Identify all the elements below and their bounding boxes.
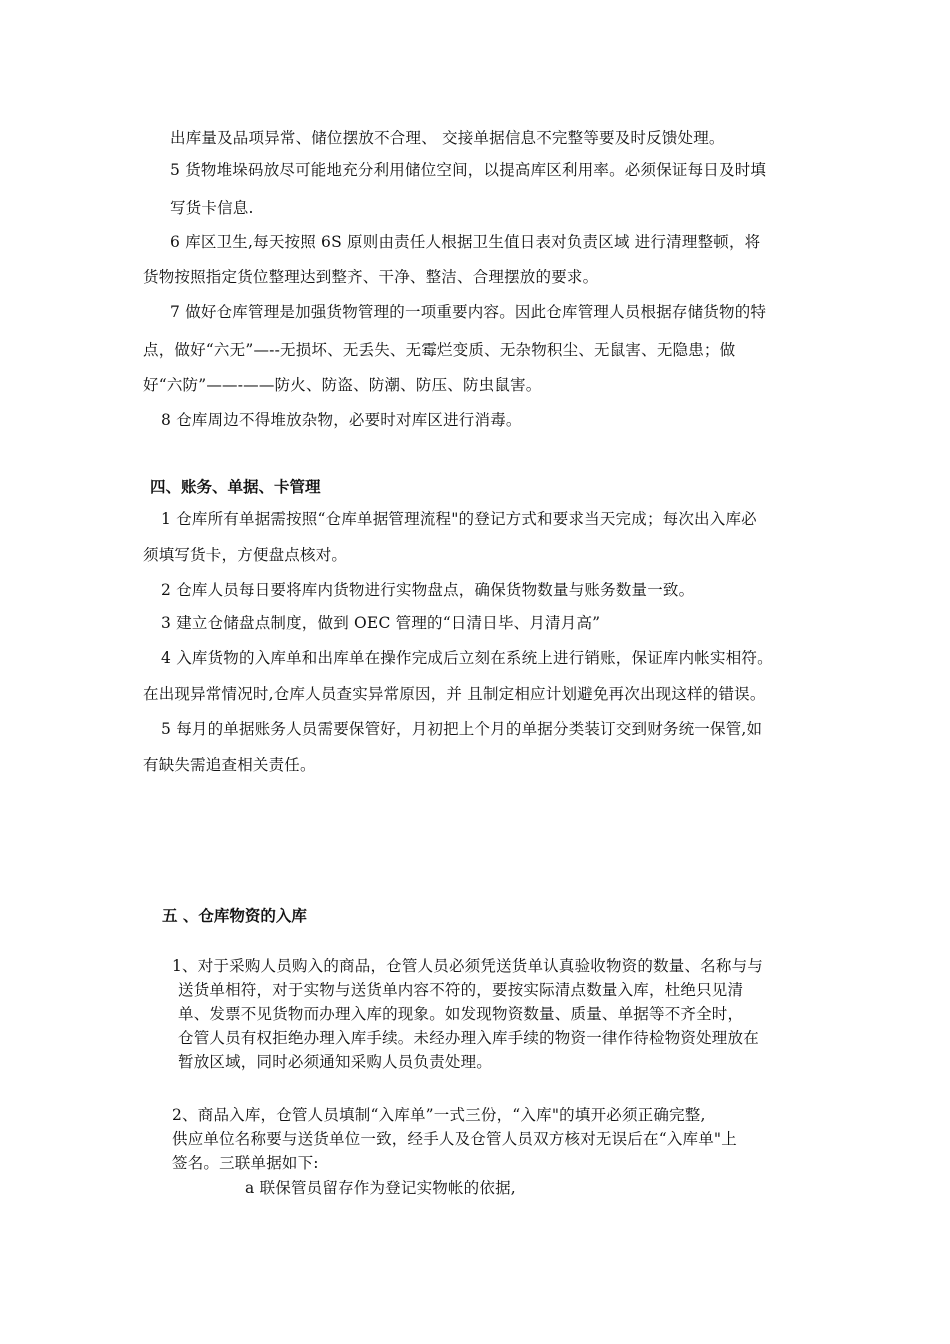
paragraph-line: 仓管人员有权拒绝办理入库手续。未经办理入库手续的物资一律作待检物资处理放在 xyxy=(178,1029,759,1047)
paragraph-line: 1、对于采购人员购入的商品，仓管人员必须凭送货单认真验收物资的数量、名称与与 xyxy=(172,957,763,975)
paragraph-line: 出库量及品项异常、储位摆放不合理、 交接单据信息不完整等要及时反馈处理。 xyxy=(170,129,725,147)
section-5-heading: 五 、仓库物资的入库 xyxy=(162,907,307,925)
paragraph-line: 须填写货卡，方便盘点核对。 xyxy=(143,546,348,564)
paragraph-line: 1 仓库所有单据需按照“仓库单据管理流程"的登记方式和要求当天完成；每次出入库必 xyxy=(161,510,757,528)
paragraph-line: 供应单位名称要与送货单位一致，经手人及仓管人员双方核对无误后在“入库单"上 xyxy=(172,1130,737,1148)
paragraph-line: 有缺失需追查相关责任。 xyxy=(143,756,316,774)
paragraph-line: 货物按照指定货位整理达到整齐、干净、整洁、合理摆放的要求。 xyxy=(143,268,599,286)
paragraph-line: 8 仓库周边不得堆放杂物，必要时对库区进行消毒。 xyxy=(161,411,522,429)
paragraph-line: a 联保管员留存作为登记实物帐的依据, xyxy=(245,1179,516,1197)
paragraph-line: 2 仓库人员每日要将库内货物进行实物盘点，确保货物数量与账务数量一致。 xyxy=(161,581,695,599)
section-4-heading: 四、账务、单据、卡管理 xyxy=(150,478,321,496)
paragraph-line: 点，做好“六无”—--无损坏、无丢失、无霉烂变质、无杂物积尘、无鼠害、无隐患；做 xyxy=(143,341,736,359)
paragraph-line: 2、商品入库，仓管人员填制“入库单”一式三份，“入库"的填开必须正确完整, xyxy=(172,1106,706,1124)
paragraph-line: 送货单相符，对于实物与送货单内容不符的，要按实际清点数量入库，杜绝只见清 xyxy=(178,981,744,999)
paragraph-line: 7 做好仓库管理是加强货物管理的一项重要内容。因此仓库管理人员根据存储货物的特 xyxy=(170,303,767,321)
paragraph-line: 4 入库货物的入库单和出库单在操作完成后立刻在系统上进行销账，保证库内帐实相符。 xyxy=(161,649,773,667)
paragraph-line: 写货卡信息. xyxy=(170,199,254,217)
paragraph-line: 签名。三联单据如下: xyxy=(172,1154,319,1172)
paragraph-line: 5 货物堆垛码放尽可能地充分利用储位空间，以提高库区利用率。必须保证每日及时填 xyxy=(170,161,767,179)
paragraph-line: 暂放区域，同时必须通知采购人员负责处理。 xyxy=(178,1053,493,1071)
paragraph-line: 好“六防”——-——防火、防盗、防潮、防压、防虫鼠害。 xyxy=(143,376,542,394)
paragraph-line: 在出现异常情况时,仓库人员查实异常原因，并 且制定相应计划避免再次出现这样的错误。 xyxy=(143,685,766,703)
paragraph-line: 3 建立仓储盘点制度，做到 OEC 管理的“日清日毕、月清月高” xyxy=(161,614,601,632)
paragraph-line: 单、发票不见货物而办理入库的现象。如发现物资数量、质量、单据等不齐全时， xyxy=(178,1005,744,1023)
paragraph-line: 6 库区卫生,每天按照 6S 原则由责任人根据卫生值日表对负责区域 进行清理整顿，将 xyxy=(170,233,761,251)
paragraph-line: 5 每月的单据账务人员需要保管好，月初把上个月的单据分类装订交到财务统一保管,如 xyxy=(161,720,763,738)
